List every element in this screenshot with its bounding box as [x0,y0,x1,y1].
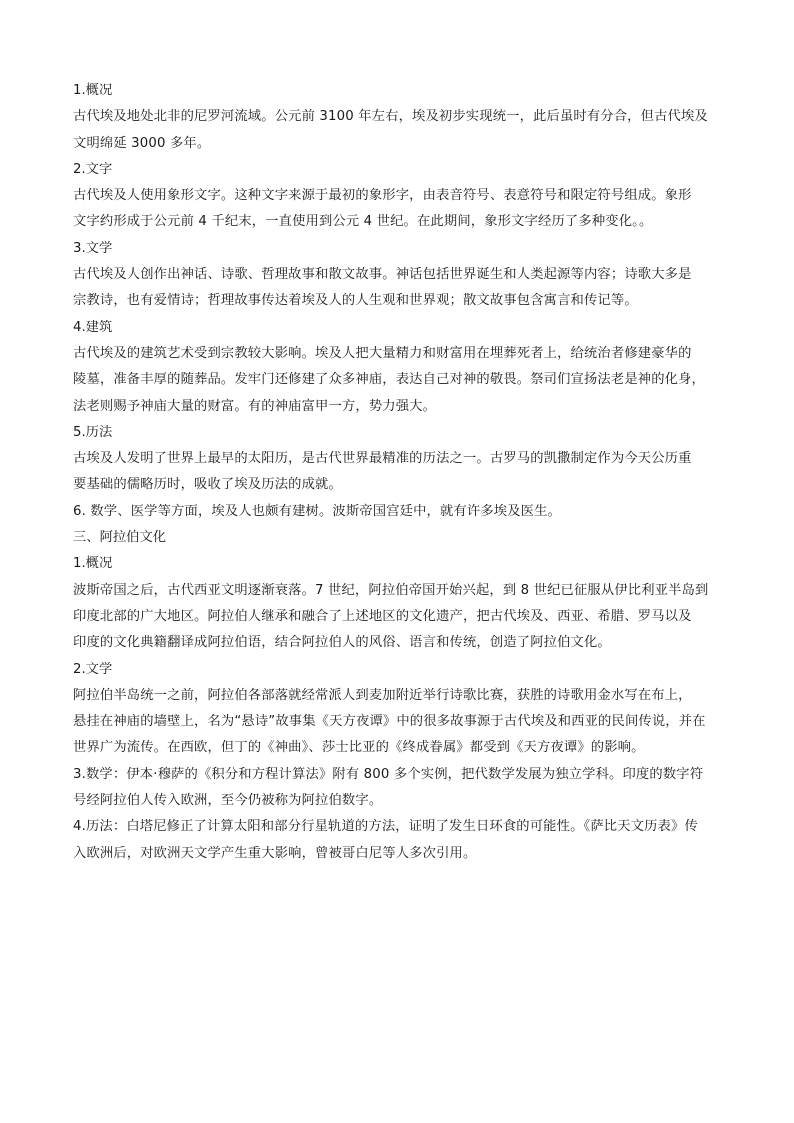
section-heading-calendar: 5.历法 [73,424,113,440]
section-heading-literature: 3.文学 [73,240,113,256]
paragraph-line: 世界广为流传。在西欧，但丁的《神曲》、莎士比亚的《终成眷属》都受到《天方夜谭》的影响。 [73,740,645,756]
paragraph-line: 法老则赐予神庙大量的财富。有的神庙富甲一方，势力强大。 [73,398,437,414]
section-heading-overview: 1.概况 [73,556,113,572]
paragraph-line: 印度的文化典籍翻译成阿拉伯语，结合阿拉伯人的风俗、语言和传统，创造了阿拉伯文化。 [73,635,611,651]
paragraph-line: 文字约形成于公元前 4 千纪末，一直使用到公元 4 世纪。在此期间，象形文字经历了多种变化。。 [73,214,653,230]
paragraph-line: 4.历法：白塔尼修正了计算太阳和部分行星轨道的方法，证明了发生日环食的可能性。《萨比天文历表》传 [73,819,698,835]
section-heading-overview: 1.概况 [73,83,113,98]
paragraph-line: 阿拉伯半岛统一之前，阿拉伯各部落就经常派人到麦加附近举行诗歌比赛，获胜的诗歌用金水写在布上， [73,687,692,703]
paragraph-line: 6. 数学、医学等方面，埃及人也颇有建树。波斯帝国宫廷中，就有许多埃及医生。 [73,503,562,519]
paragraph-line: 入欧洲后，对欧洲天文学产生重大影响，曾被哥白尼等人多次引用。 [73,845,477,861]
paragraph-line: 波斯帝国之后，古代西亚文明逐渐衰落。7 世纪，阿拉伯帝国开始兴起，到 8 世纪已征服从伊比利亚半岛到 [73,582,709,598]
section-heading-literature: 2.文学 [73,661,113,677]
paragraph-line: 悬挂在神庙的墙壁上，名为“悬诗”故事集《天方夜谭》中的很多故事源于古代埃及和西亚的民间传说，并在 [73,714,706,730]
paragraph-line: 宗教诗，也有爱情诗；哲理故事传达着埃及人的人生观和世界观；散文故事包含寓言和传记等。 [73,293,638,309]
chapter-heading-arab-culture: 三、阿拉伯文化 [73,530,167,546]
paragraph-line: 古代埃及的建筑艺术受到宗教较大影响。埃及人把大量精力和财富用在埋葬死者上，给统治者修建豪华的 [73,345,692,361]
document-page [73,78,723,867]
paragraph-line: 3.数学：伊本·穆萨的《积分和方程计算法》附有 800 多个实例，把代数学发展为独立学科。印度的数字符 [73,766,704,782]
paragraph-line: 号经阿拉伯人传入欧洲，至今仍被称为阿拉伯数字。 [73,793,383,809]
paragraph-line: 古代埃及地处北非的尼罗河流域。公元前 3100 年左右，埃及初步实现统一，此后虽时有分合，但古代埃及 [73,109,708,125]
paragraph-line: 要基础的儒略历时，吸收了埃及历法的成就。 [73,477,342,493]
paragraph-line: 陵墓，准备丰厚的随葬品。发牢门还修建了众多神庙，表达自己对神的敬畏。祭司们宣扬法老是神的化身， [73,372,706,388]
paragraph-line: 古埃及人发明了世界上最早的太阳历，是古代世界最精准的历法之一。古罗马的凯撒制定作为今天公历重 [73,451,692,467]
paragraph-line: 古代埃及人创作出神话、诗歌、哲理故事和散文故事。神话包括世界诞生和人类起源等内容；诗歌大多是 [73,267,692,283]
paragraph-line: 印度北部的广大地区。阿拉伯人继承和融合了上述地区的文化遗产，把古代埃及、西亚、希腊、罗马以及 [73,608,692,624]
paragraph-line: 古代埃及人使用象形文字。这种文字来源于最初的象形字，由表音符号、表意符号和限定符号组成。象形 [73,188,692,204]
section-heading-script: 2.文字 [73,161,113,177]
paragraph-line: 文明绵延 3000 多年。 [73,135,211,151]
section-heading-architecture: 4.建筑 [73,319,113,335]
